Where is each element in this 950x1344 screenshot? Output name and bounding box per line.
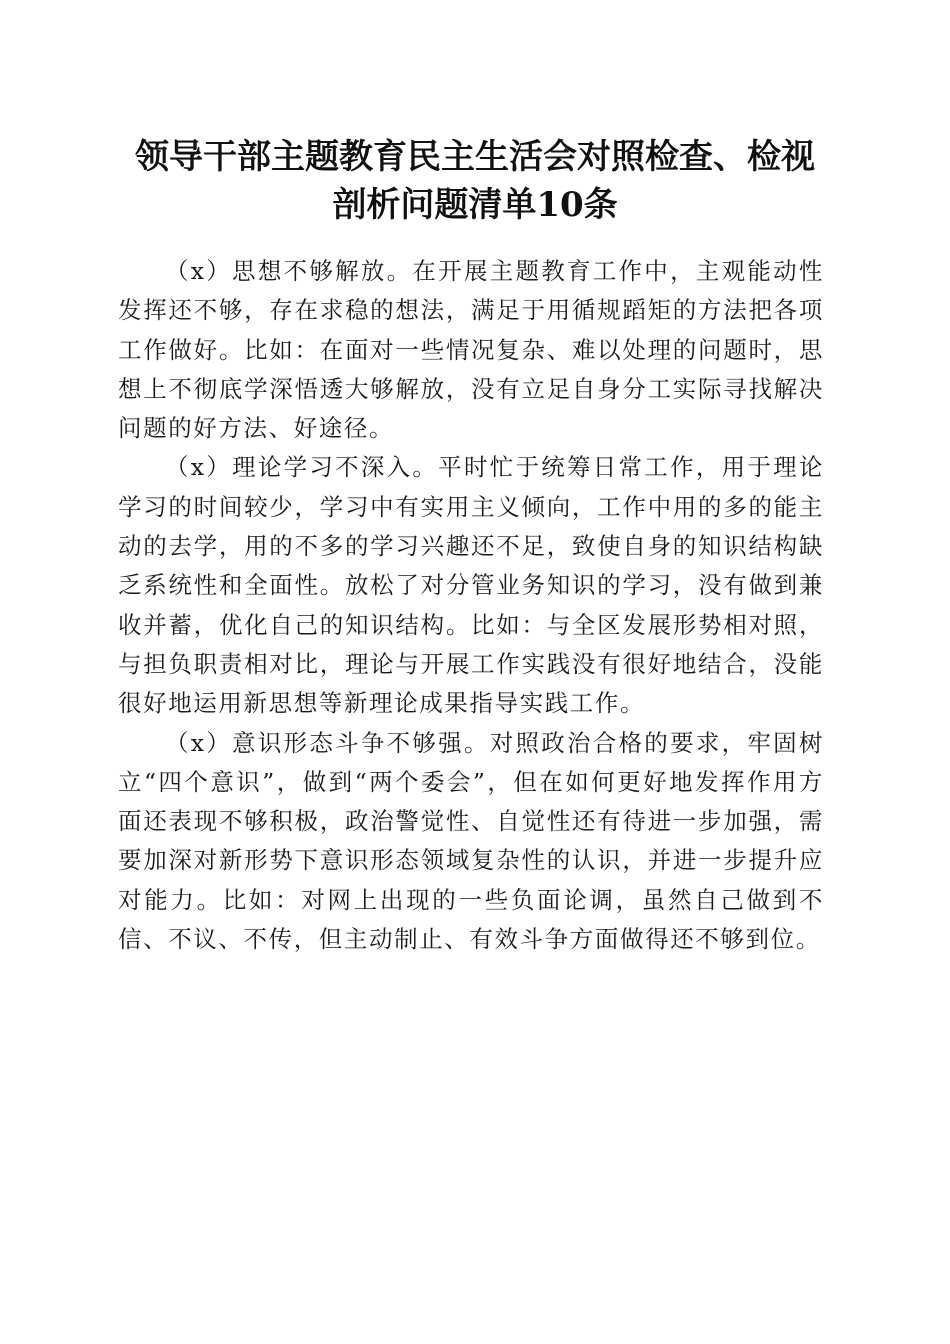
document-title (100, 133, 850, 229)
title-line-2: 剖析问题清单10条 (332, 185, 618, 225)
paragraph-thought-liberation: （x）思想不够解放。在开展主题教育工作中，主观能动性发挥还不够，存在求稳的想法，满足于用循规蹈矩的方法把各项工作做好。比如：在面对一些情况复杂、难以处理的问题时，思想上不彻底学深悟透大够解放，没有立足自身分工实际寻找解决问题的好方法、好途径。 (118, 257, 824, 443)
paragraph-ideology-struggle: （x）意识形态斗争不够强。对照政治合格的要求，牢固树立“四个意识”，做到“两个委会”，但在如何更好地发挥作用方面还表现不够积极，政治警觉性、自觉性还有待进一步加强，需要加深对新形势下意识形态领域复杂性的认识，并进一步提升应对能力。比如：对网上出现的一些负面论调，虽然自己做到不信、不议、不传，但主动制止、有效斗争方面做得还不够到位。 (118, 728, 824, 954)
title-line-1: 领导干部主题教育民主生活会对照检查、检视 (135, 137, 815, 177)
paragraph-theory-study: （x）理论学习不深入。平时忙于统筹日常工作，用于理论学习的时间较少，学习中有实用主义倾向，工作中用的多的能主动的去学，用的不多的学习兴趣还不足，致使自身的知识结构缺乏系统性和全面性。放松了对分管业务知识的学习，没有做到兼收并蓄，优化自己的知识结构。比如：与全区发展形势相对照，与担负职责相对比，理论与开展工作实践没有很好地结合，没能很好地运用新思想等新理论成果指导实践工作。 (118, 453, 824, 718)
document-body (118, 252, 824, 959)
